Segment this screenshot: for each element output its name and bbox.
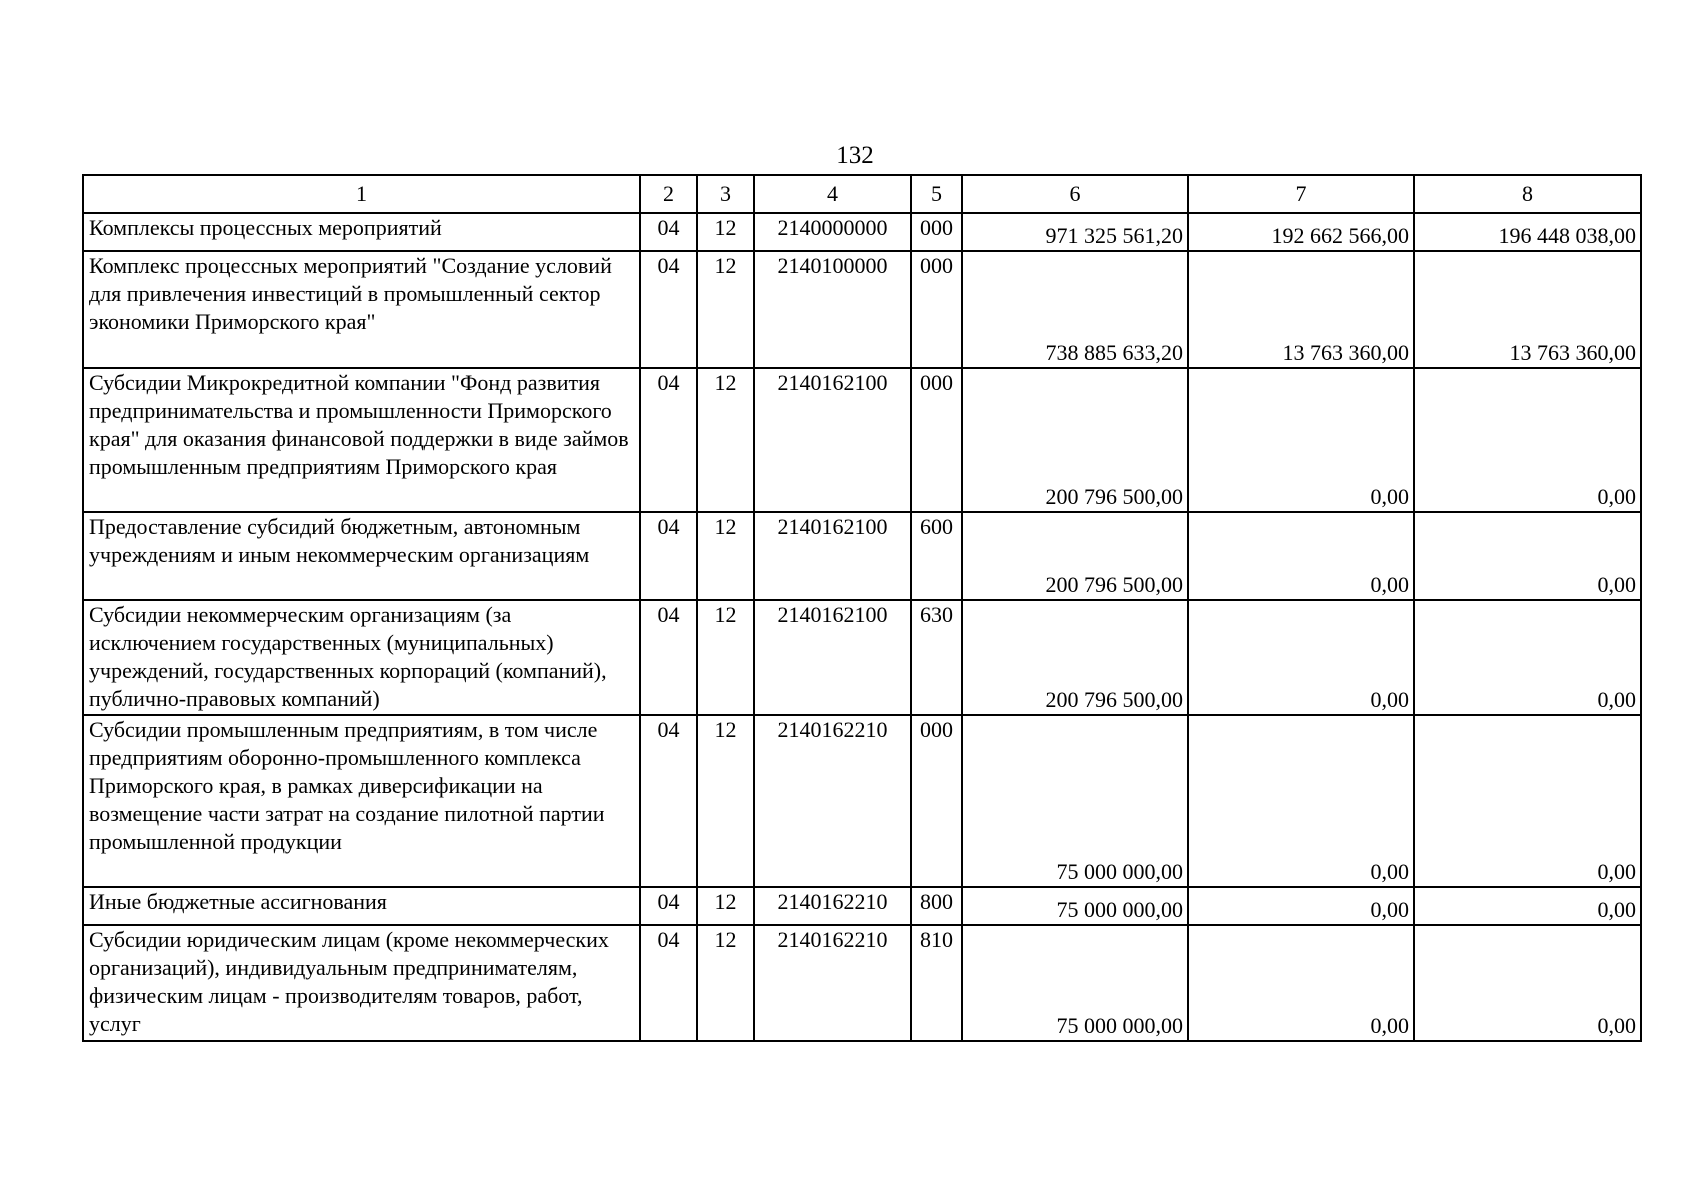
row-target-code: 2140162210 (754, 715, 911, 887)
row-amount-col6: 200 796 500,00 (962, 512, 1188, 600)
row-name: Субсидии Микрокредитной компании "Фонд развития предпринимательства и промышленности Приморского края" для оказания финансовой поддержки в виде займов промышленным предприятиям Приморского края (83, 368, 640, 512)
page-number: 132 (836, 142, 874, 169)
row-amount-col6: 200 796 500,00 (962, 600, 1188, 715)
row-subsection-code: 12 (697, 251, 754, 368)
header-cell: 7 (1188, 175, 1414, 213)
row-expense-type-code: 630 (911, 600, 962, 715)
row-amount-col6: 738 885 633,20 (962, 251, 1188, 368)
table-row (83, 368, 1641, 512)
row-subsection-code: 12 (697, 368, 754, 512)
row-amount-col7: 0,00 (1188, 925, 1414, 1041)
row-amount-col6: 75 000 000,00 (962, 715, 1188, 887)
row-expense-type-code: 810 (911, 925, 962, 1041)
row-amount-col6: 971 325 561,20 (962, 213, 1188, 251)
row-name: Субсидии промышленным предприятиям, в том числе предприятиям оборонно-промышленного комплекса Приморского края, в рамках диверсификации на возмещение части затрат на создание пилотной партии промышленной продукции (83, 715, 640, 887)
row-name: Комплексы процессных мероприятий (83, 213, 640, 251)
row-amount-col8: 0,00 (1414, 715, 1641, 887)
table-row (83, 251, 1641, 368)
table-row (83, 512, 1641, 600)
row-amount-col7: 13 763 360,00 (1188, 251, 1414, 368)
row-name: Субсидии некоммерческим организациям (за исключением государственных (муниципальных) учреждений, государственных корпораций (компаний), публично-правовых компаний) (83, 600, 640, 715)
header-cell: 2 (640, 175, 697, 213)
row-target-code: 2140162210 (754, 887, 911, 925)
header-cell: 5 (911, 175, 962, 213)
row-amount-col7: 0,00 (1188, 368, 1414, 512)
row-amount-col8: 196 448 038,00 (1414, 213, 1641, 251)
row-section-code: 04 (640, 368, 697, 512)
header-cell: 4 (754, 175, 911, 213)
row-expense-type-code: 600 (911, 512, 962, 600)
table-row (83, 715, 1641, 887)
table-row (83, 600, 1641, 715)
row-target-code: 2140162100 (754, 600, 911, 715)
row-subsection-code: 12 (697, 925, 754, 1041)
row-name: Предоставление субсидий бюджетным, автономным учреждениям и иным некоммерческим организациям (83, 512, 640, 600)
row-section-code: 04 (640, 512, 697, 600)
row-target-code: 2140100000 (754, 251, 911, 368)
row-name: Комплекс процессных мероприятий "Создание условий для привлечения инвестиций в промышленный сектор экономики Приморского края" (83, 251, 640, 368)
table-row (83, 213, 1641, 251)
row-target-code: 2140000000 (754, 213, 911, 251)
row-section-code: 04 (640, 715, 697, 887)
row-section-code: 04 (640, 887, 697, 925)
table-row (83, 925, 1641, 1041)
row-section-code: 04 (640, 925, 697, 1041)
row-target-code: 2140162100 (754, 512, 911, 600)
header-cell: 8 (1414, 175, 1641, 213)
header-cell: 3 (697, 175, 754, 213)
row-target-code: 2140162210 (754, 925, 911, 1041)
row-amount-col7: 192 662 566,00 (1188, 213, 1414, 251)
row-subsection-code: 12 (697, 887, 754, 925)
row-amount-col7: 0,00 (1188, 512, 1414, 600)
row-subsection-code: 12 (697, 512, 754, 600)
row-section-code: 04 (640, 251, 697, 368)
row-subsection-code: 12 (697, 600, 754, 715)
row-subsection-code: 12 (697, 715, 754, 887)
row-amount-col6: 75 000 000,00 (962, 887, 1188, 925)
table-header-row (83, 175, 1641, 213)
row-amount-col7: 0,00 (1188, 887, 1414, 925)
row-amount-col8: 0,00 (1414, 512, 1641, 600)
row-amount-col7: 0,00 (1188, 715, 1414, 887)
row-name: Иные бюджетные ассигнования (83, 887, 640, 925)
row-amount-col8: 0,00 (1414, 600, 1641, 715)
row-amount-col8: 0,00 (1414, 925, 1641, 1041)
row-expense-type-code: 000 (911, 213, 962, 251)
row-section-code: 04 (640, 213, 697, 251)
row-amount-col7: 0,00 (1188, 600, 1414, 715)
row-amount-col8: 13 763 360,00 (1414, 251, 1641, 368)
row-expense-type-code: 000 (911, 251, 962, 368)
row-amount-col8: 0,00 (1414, 368, 1641, 512)
budget-table (82, 174, 1642, 1042)
row-amount-col6: 200 796 500,00 (962, 368, 1188, 512)
row-expense-type-code: 800 (911, 887, 962, 925)
row-amount-col8: 0,00 (1414, 887, 1641, 925)
row-amount-col6: 75 000 000,00 (962, 925, 1188, 1041)
row-section-code: 04 (640, 600, 697, 715)
header-cell: 1 (83, 175, 640, 213)
table-row (83, 887, 1641, 925)
row-expense-type-code: 000 (911, 368, 962, 512)
row-subsection-code: 12 (697, 213, 754, 251)
row-expense-type-code: 000 (911, 715, 962, 887)
header-cell: 6 (962, 175, 1188, 213)
row-name: Субсидии юридическим лицам (кроме некоммерческих организаций), индивидуальным предпринимателям, физическим лицам - производителям товаров, работ, услуг (83, 925, 640, 1041)
row-target-code: 2140162100 (754, 368, 911, 512)
